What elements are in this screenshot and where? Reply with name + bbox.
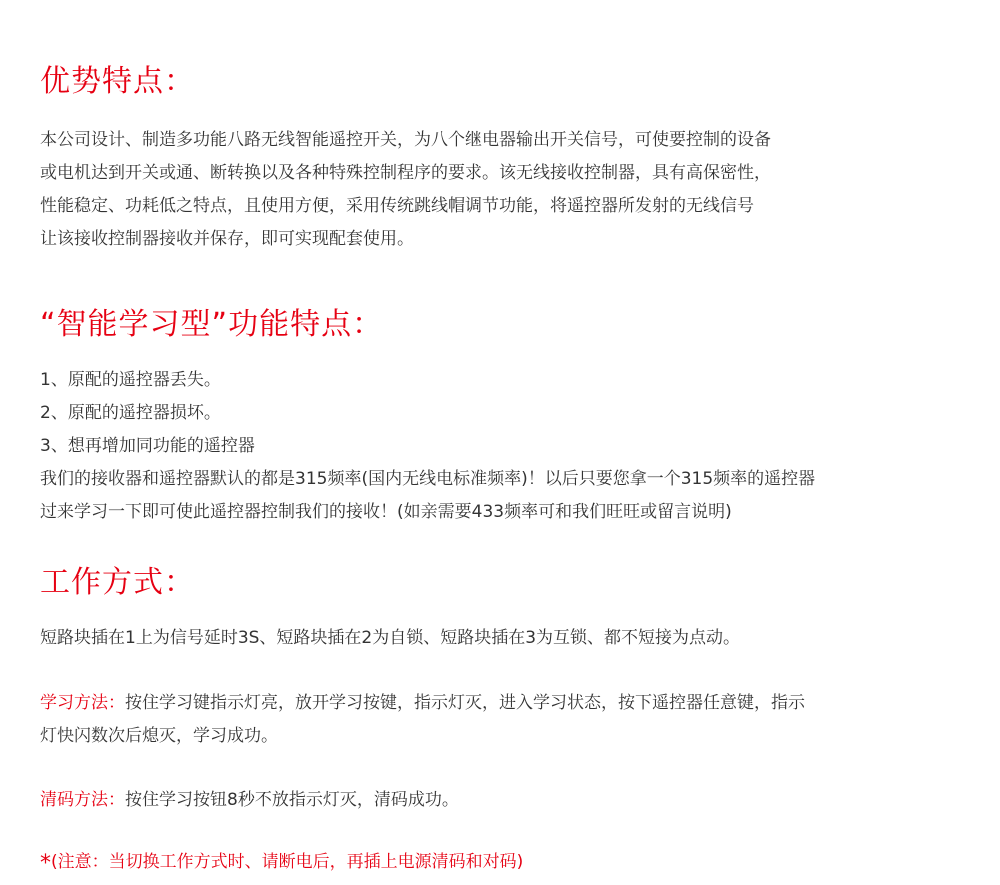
clear-method-label: 清码方法： <box>40 790 125 810</box>
advantages-line: 性能稳定、功耗低之特点，且使用方便，采用传统跳线帽调节功能，将遥控器所发射的无线信号 <box>40 196 754 216</box>
learning-heading: “智能学习型”功能特点： <box>40 307 384 342</box>
advantages-line: 让该接收控制器接收并保存，即可实现配套使用。 <box>40 229 414 249</box>
work-mode-heading: 工作方式： <box>40 565 195 600</box>
advantages-line: 或电机达到开关或通、断转换以及各种特殊控制程序的要求。该无线接收控制器，具有高保密性， <box>40 163 771 183</box>
note-paragraph <box>40 846 523 880</box>
learn-method-label: 学习方法： <box>40 693 125 713</box>
learning-line: 1、原配的遥控器丢失。 <box>40 370 221 390</box>
learning-paragraph <box>40 364 815 529</box>
learn-method-line <box>40 687 805 720</box>
learning-line: 3、想再增加同功能的遥控器 <box>40 436 255 456</box>
asterisk-icon: * <box>40 851 51 876</box>
work-mode-line: 短路块插在1上为信号延时3S、短路块插在2为自锁、短路块插在3为互锁、都不短接为点动。 <box>40 628 741 648</box>
learn-method-text: 按住学习键指示灯亮，放开学习按键，指示灯灭，进入学习状态，按下遥控器任意键，指示 <box>125 693 805 713</box>
clear-method-paragraph <box>40 784 459 817</box>
note-text: (注意：当切换工作方式时、请断电后，再插上电源清码和对码) <box>51 852 524 872</box>
learn-method-paragraph <box>40 687 805 753</box>
note-line <box>40 846 523 880</box>
work-mode-paragraph <box>40 622 740 655</box>
clear-method-line <box>40 784 459 817</box>
advantages-heading: 优势特点： <box>40 64 195 99</box>
learning-line: 过来学习一下即可使此遥控器控制我们的接收！(如亲需要433频率可和我们旺旺或留言说明) <box>40 502 732 522</box>
learning-line: 2、原配的遥控器损坏。 <box>40 403 221 423</box>
learn-method-line: 灯快闪数次后熄灭，学习成功。 <box>40 726 278 746</box>
learning-line: 我们的接收器和遥控器默认的都是315频率(国内无线电标准频率)！以后只要您拿一个315频率的遥控器 <box>40 469 816 489</box>
clear-method-text: 按住学习按钮8秒不放指示灯灭，清码成功。 <box>125 790 459 810</box>
advantages-paragraph <box>40 124 771 256</box>
advantages-line: 本公司设计、制造多功能八路无线智能遥控开关，为八个继电器输出开关信号，可使要控制的设备 <box>40 130 771 150</box>
